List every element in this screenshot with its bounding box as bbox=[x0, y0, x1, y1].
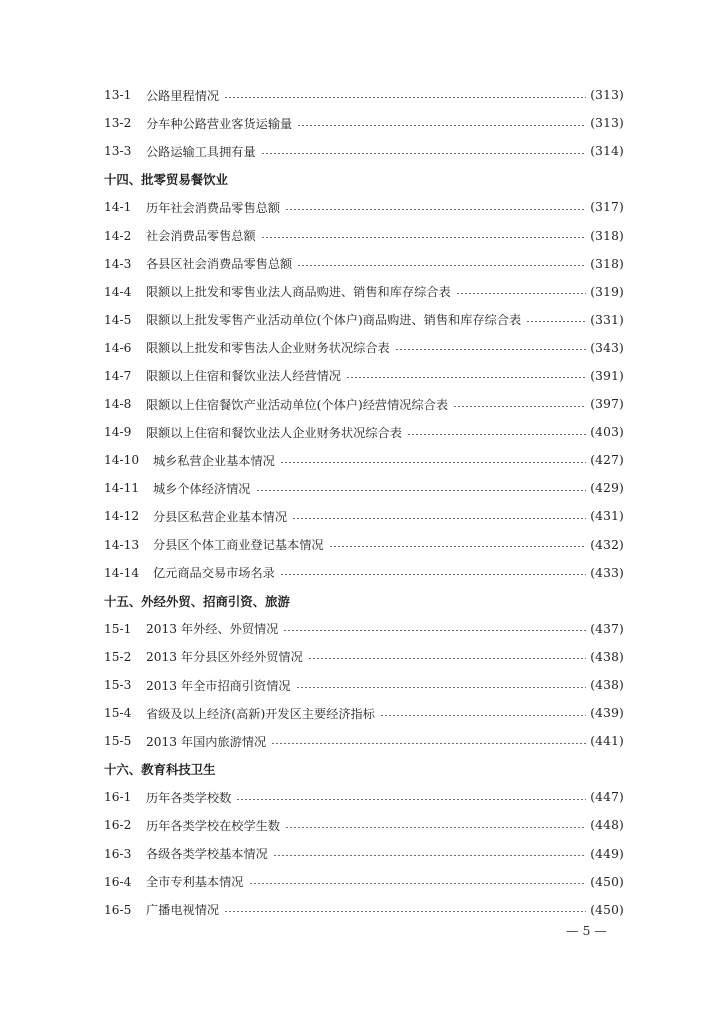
dot-leader bbox=[271, 743, 586, 744]
dot-leader bbox=[407, 434, 586, 435]
entry-page-number: (450) bbox=[590, 902, 624, 917]
dot-leader bbox=[261, 237, 587, 238]
entry-title: 广播电视情况 bbox=[146, 903, 220, 918]
entry-page-number: (317) bbox=[590, 200, 624, 215]
entry-title: 公路运输工具拥有量 bbox=[146, 144, 256, 159]
entry-number: 14-9 bbox=[104, 425, 132, 440]
entry-title: 历年各类学校数 bbox=[146, 790, 232, 805]
entry-number: 13-1 bbox=[104, 88, 132, 103]
entry-page-number: (439) bbox=[590, 706, 624, 721]
dot-leader bbox=[526, 321, 586, 322]
entry-page-number: (313) bbox=[590, 116, 624, 131]
toc-entry bbox=[104, 840, 624, 868]
entry-title: 公路里程情况 bbox=[146, 88, 220, 103]
dot-leader bbox=[280, 462, 586, 463]
dot-leader bbox=[256, 490, 587, 491]
page-number: — 5 — bbox=[566, 923, 607, 938]
dot-leader bbox=[329, 546, 587, 547]
dot-leader bbox=[280, 574, 586, 575]
entry-page-number: (450) bbox=[590, 874, 624, 889]
toc-entry bbox=[104, 81, 624, 109]
dot-leader bbox=[224, 97, 586, 98]
entry-page-number: (431) bbox=[590, 509, 624, 524]
entry-title: 城乡个体经济情况 bbox=[153, 481, 251, 496]
dot-leader bbox=[456, 293, 587, 294]
entry-title: 2013 年全市招商引资情况 bbox=[146, 678, 291, 693]
toc-entry bbox=[104, 896, 624, 924]
dot-leader bbox=[285, 827, 586, 828]
toc-entry bbox=[104, 137, 624, 165]
entry-title: 2013 年分县区外经外贸情况 bbox=[146, 650, 303, 665]
entry-page-number: (433) bbox=[590, 565, 624, 580]
dot-leader bbox=[453, 406, 586, 407]
entry-title: 限额以上批发和零售法人企业财务状况综合表 bbox=[146, 341, 390, 356]
toc-entry bbox=[104, 250, 624, 278]
entry-title: 全市专利基本情况 bbox=[146, 875, 244, 890]
entry-title: 限额以上住宿和餐饮业法人经营情况 bbox=[146, 369, 341, 384]
entry-title: 限额以上批发和零售业法人商品购进、销售和库存综合表 bbox=[146, 285, 451, 300]
dot-leader bbox=[236, 799, 586, 800]
toc-entry bbox=[104, 502, 624, 530]
entry-page-number: (403) bbox=[590, 425, 624, 440]
dot-leader bbox=[224, 911, 586, 912]
entry-title: 分县区个体工商业登记基本情况 bbox=[153, 538, 324, 553]
entry-page-number: (318) bbox=[590, 256, 624, 271]
entry-title: 历年社会消费品零售总额 bbox=[146, 200, 281, 215]
entry-title: 限额以上批发零售产业活动单位(个体户)商品购进、销售和库存综合表 bbox=[146, 313, 522, 328]
entry-number: 15-5 bbox=[104, 734, 132, 749]
entry-number: 15-4 bbox=[104, 706, 132, 721]
entry-title: 2013 年外经、外贸情况 bbox=[146, 622, 279, 637]
entry-number: 16-3 bbox=[104, 846, 132, 861]
toc-entry bbox=[104, 671, 624, 699]
entry-title: 社会消费品零售总额 bbox=[146, 229, 256, 244]
dot-leader bbox=[297, 265, 586, 266]
section-heading: 十五、外经外贸、招商引资、旅游 bbox=[104, 593, 290, 609]
toc-entry bbox=[104, 221, 624, 249]
entry-page-number: (397) bbox=[590, 397, 624, 412]
entry-number: 14-7 bbox=[104, 368, 132, 383]
dot-leader bbox=[308, 658, 586, 659]
entry-number: 14-6 bbox=[104, 340, 132, 355]
toc-entry bbox=[104, 615, 624, 643]
entry-title: 2013 年国内旅游情况 bbox=[146, 734, 267, 749]
entry-number: 14-5 bbox=[104, 312, 132, 327]
toc-entry bbox=[104, 474, 624, 502]
entry-number: 14-10 bbox=[104, 453, 140, 468]
dot-leader bbox=[249, 883, 587, 884]
entry-number: 13-2 bbox=[104, 116, 132, 131]
toc-entry bbox=[104, 559, 624, 587]
entry-number: 14-1 bbox=[104, 200, 132, 215]
entry-page-number: (432) bbox=[590, 537, 624, 552]
toc-entry bbox=[104, 334, 624, 362]
dot-leader bbox=[261, 153, 587, 154]
entry-title: 亿元商品交易市场名录 bbox=[153, 566, 275, 581]
entry-number: 14-8 bbox=[104, 397, 132, 412]
toc-entry bbox=[104, 306, 624, 334]
dot-leader bbox=[380, 715, 586, 716]
dot-leader bbox=[273, 855, 586, 856]
dot-leader bbox=[346, 377, 586, 378]
entry-number: 15-2 bbox=[104, 649, 132, 664]
entry-number: 14-13 bbox=[104, 537, 140, 552]
toc-entry bbox=[104, 362, 624, 390]
entry-page-number: (427) bbox=[590, 453, 624, 468]
toc-entry bbox=[104, 278, 624, 306]
entry-number: 15-1 bbox=[104, 621, 132, 636]
entry-number: 14-2 bbox=[104, 228, 132, 243]
dot-leader bbox=[285, 209, 586, 210]
toc-entry bbox=[104, 193, 624, 221]
entry-title: 分车种公路营业客货运输量 bbox=[146, 116, 293, 131]
toc-entry bbox=[104, 446, 624, 474]
entry-number: 14-4 bbox=[104, 284, 132, 299]
toc-entry bbox=[104, 727, 624, 755]
dot-leader bbox=[283, 630, 586, 631]
toc-entry bbox=[104, 390, 624, 418]
entry-number: 16-5 bbox=[104, 902, 132, 917]
section-heading: 十四、批零贸易餐饮业 bbox=[104, 172, 228, 188]
table-of-contents bbox=[104, 81, 624, 924]
entry-title: 分县区私营企业基本情况 bbox=[153, 509, 288, 524]
entry-page-number: (319) bbox=[590, 284, 624, 299]
entry-number: 14-11 bbox=[104, 481, 140, 496]
entry-title: 各级各类学校基本情况 bbox=[146, 847, 268, 862]
entry-page-number: (441) bbox=[590, 734, 624, 749]
entry-title: 省级及以上经济(高新)开发区主要经济指标 bbox=[146, 706, 375, 721]
entry-page-number: (318) bbox=[590, 228, 624, 243]
toc-entry bbox=[104, 699, 624, 727]
entry-page-number: (391) bbox=[590, 368, 624, 383]
entry-title: 历年各类学校在校学生数 bbox=[146, 818, 281, 833]
entry-page-number: (448) bbox=[590, 818, 624, 833]
entry-page-number: (438) bbox=[590, 649, 624, 664]
entry-title: 限额以上住宿餐饮产业活动单位(个体户)经营情况综合表 bbox=[146, 397, 449, 412]
entry-number: 16-1 bbox=[104, 790, 132, 805]
dot-leader bbox=[292, 518, 586, 519]
entry-number: 16-4 bbox=[104, 874, 132, 889]
dot-leader bbox=[297, 125, 586, 126]
toc-entry bbox=[104, 109, 624, 137]
entry-title: 限额以上住宿和餐饮业法人企业财务状况综合表 bbox=[146, 425, 402, 440]
entry-number: 16-2 bbox=[104, 818, 132, 833]
entry-number: 15-3 bbox=[104, 678, 132, 693]
toc-entry bbox=[104, 811, 624, 839]
entry-number: 14-14 bbox=[104, 565, 140, 580]
toc-entry bbox=[104, 418, 624, 446]
entry-page-number: (314) bbox=[590, 144, 624, 159]
entry-number: 14-3 bbox=[104, 256, 132, 271]
toc-entry bbox=[104, 643, 624, 671]
dot-leader bbox=[395, 349, 586, 350]
entry-title: 城乡私营企业基本情况 bbox=[153, 453, 275, 468]
entry-page-number: (343) bbox=[590, 340, 624, 355]
dot-leader bbox=[296, 687, 587, 688]
entry-page-number: (313) bbox=[590, 88, 624, 103]
entry-page-number: (438) bbox=[590, 678, 624, 693]
toc-entry bbox=[104, 783, 624, 811]
entry-page-number: (449) bbox=[590, 846, 624, 861]
toc-entry bbox=[104, 868, 624, 896]
toc-entry bbox=[104, 531, 624, 559]
entry-page-number: (331) bbox=[590, 312, 624, 327]
entry-number: 13-3 bbox=[104, 144, 132, 159]
section-heading: 十六、教育科技卫生 bbox=[104, 762, 216, 778]
entry-page-number: (429) bbox=[590, 481, 624, 496]
entry-page-number: (447) bbox=[590, 790, 624, 805]
entry-title: 各县区社会消费品零售总额 bbox=[146, 257, 293, 272]
entry-number: 14-12 bbox=[104, 509, 140, 524]
entry-page-number: (437) bbox=[590, 621, 624, 636]
